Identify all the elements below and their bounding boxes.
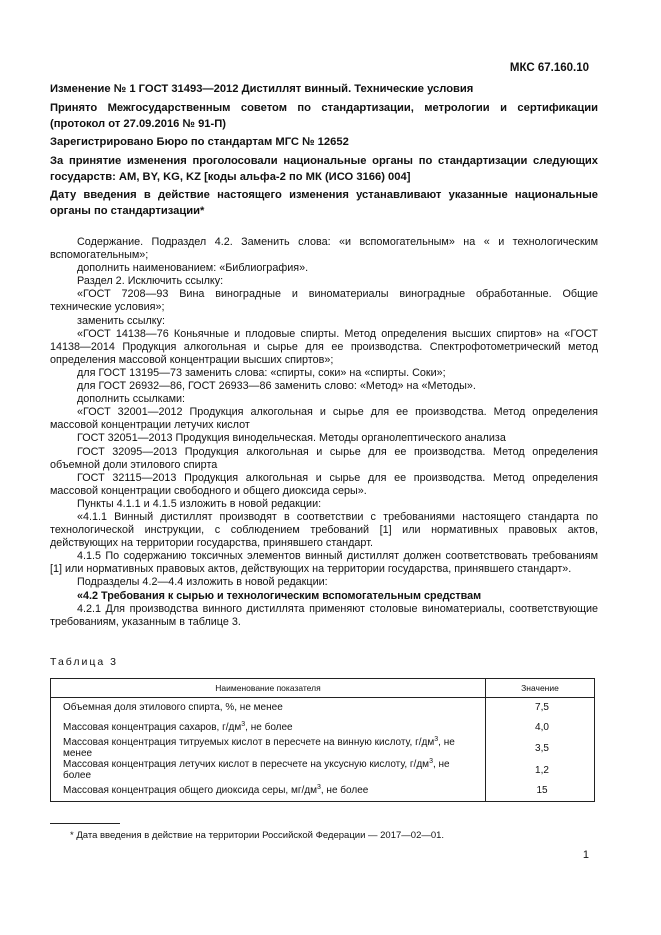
column-header-value: Значение <box>486 679 595 698</box>
paragraph: дополнить наименованием: «Библиография». <box>77 262 309 275</box>
paragraph: ГОСТ 32051—2013 Продукция винодельческая. Методы органолептического анализа <box>77 432 506 445</box>
table-header-row <box>51 679 595 698</box>
paragraph: 4.2.1 Для производства винного дистиллята применяют столовые виноматериалы, соответствующие требованиям, указанным в таблице 3. <box>50 602 598 628</box>
table-row <box>51 718 595 738</box>
adopted-statement: Принято Межгосударственным советом по стандартизации, метрологии и сертификации (протокол от 27.09.2016 № 91-П) <box>50 102 598 130</box>
table-cell-name: Массовая концентрация титруемых кислот в пересчете на винную кислоту, $г/дм^3$, не менее <box>51 737 486 759</box>
table-cell-name: Объемная доля этилового спирта, %, не менее <box>51 698 486 718</box>
footnote-divider <box>50 823 120 824</box>
paragraph: для ГОСТ 13195—73 заменить слова: «спирты, соки» на «спирты. Соки»; <box>77 366 446 379</box>
paragraph: Пункты 4.1.1 и 4.1.5 изложить в новой редакции: <box>77 497 322 510</box>
table-cell-name: Массовая концентрация сахаров, $г/дм^3$, не более <box>51 718 486 738</box>
paragraph: для ГОСТ 26932—86, ГОСТ 26933—86 заменить слово: «Метод» на «Методы». <box>77 380 476 393</box>
table-cell-name: Массовая концентрация общего диоксида серы, $мг/дм^3$, не более <box>51 781 486 801</box>
paragraph: Подразделы 4.2—4.4 изложить в новой редакции: <box>77 576 328 589</box>
amendment-body <box>50 236 598 629</box>
table-row <box>51 759 595 781</box>
table-cell-value: 3,5 <box>486 737 595 759</box>
amendment-title: Изменение № 1 ГОСТ 31493—2012 Дистиллят винный. Технические условия <box>50 83 474 95</box>
table-cell-value: 1,2 <box>486 759 595 781</box>
table-row <box>51 737 595 759</box>
paragraph: 4.1.5 По содержанию токсичных элементов винный дистиллят должен соответствовать требованиям [1] или нормативных правовых актов, действующих на территории государства, принявшего стандарт». <box>50 550 598 576</box>
requirements-table <box>50 678 595 802</box>
paragraph: ГОСТ 32095—2013 Продукция алкогольная и сырье для ее производства. Метод определения объемной доли этилового спирта <box>50 445 598 471</box>
paragraph: «ГОСТ 32001—2012 Продукция алкогольная и сырье для ее производства. Метод определения массовой концентрации летучих кислот <box>50 406 598 432</box>
paragraph: Содержание. Подраздел 4.2. Заменить слова: «и вспомогательным» на « и технологическим вспомогательным»; <box>50 236 598 262</box>
paragraph: «4.1.1 Винный дистиллят производят в соответствии с требованиями настоящего стандарта по технологической инструкции, с соблюдением требований [1] или нормативных правовых актов, действующих на территории государства, принявшего стандарт. <box>50 510 598 550</box>
paragraph: «ГОСТ 7208—93 Вина виноградные и виноматериалы виноградные обработанные. Общие технические условия»; <box>50 288 598 314</box>
paragraph: «ГОСТ 14138—76 Коньячные и плодовые спирты. Метод определения высших спиртов» на «ГОСТ 14138—2014 Продукция алкогольная и сырье для ее производства. Спектрофотометрический метод определения массовой концентрации высших спиртов»; <box>50 327 598 366</box>
mks-code: МКС 67.160.10 <box>509 62 589 74</box>
table-row <box>51 698 595 718</box>
table-cell-value: 7,5 <box>486 698 595 718</box>
table-cell-name: Массовая концентрация летучих кислот в пересчете на уксусную кислоту, $г/дм^3$, не более <box>51 759 486 781</box>
section-heading: «4.2 Требования к сырью и технологическим вспомогательным средствам <box>77 589 482 602</box>
table-cell-value: 4,0 <box>486 718 595 738</box>
paragraph: дополнить ссылками: <box>77 393 186 406</box>
voting-statement: За принятие изменения проголосовали национальные органы по стандартизации следующих государств: AM, BY, KG, KZ [коды альфа-2 по МК (ИСО 3166) 004] <box>50 155 598 183</box>
registration-statement: Зарегистрировано Бюро по стандартам МГС № 12652 <box>50 136 349 148</box>
table-caption: Таблица 3 <box>50 656 118 668</box>
table-row <box>51 781 595 801</box>
column-header-name: Наименование показателя <box>51 679 486 698</box>
table-cell-value: 15 <box>486 781 595 801</box>
paragraph: ГОСТ 32115—2013 Продукция алкогольная и сырье для ее производства. Метод определения массовой концентрации свободного и общего диоксида серы». <box>50 471 598 497</box>
paragraph: заменить ссылку: <box>77 314 166 327</box>
date-introduction-statement: Дату введения в действие настоящего изменения устанавливают указанные национальные органы по стандартизации* <box>50 189 598 217</box>
paragraph: Раздел 2. Исключить ссылку: <box>77 275 224 288</box>
footnote: * Дата введения в действие на территории Российской Федерации — 2017—02—01. <box>70 830 445 841</box>
page-number: 1 <box>582 849 589 861</box>
